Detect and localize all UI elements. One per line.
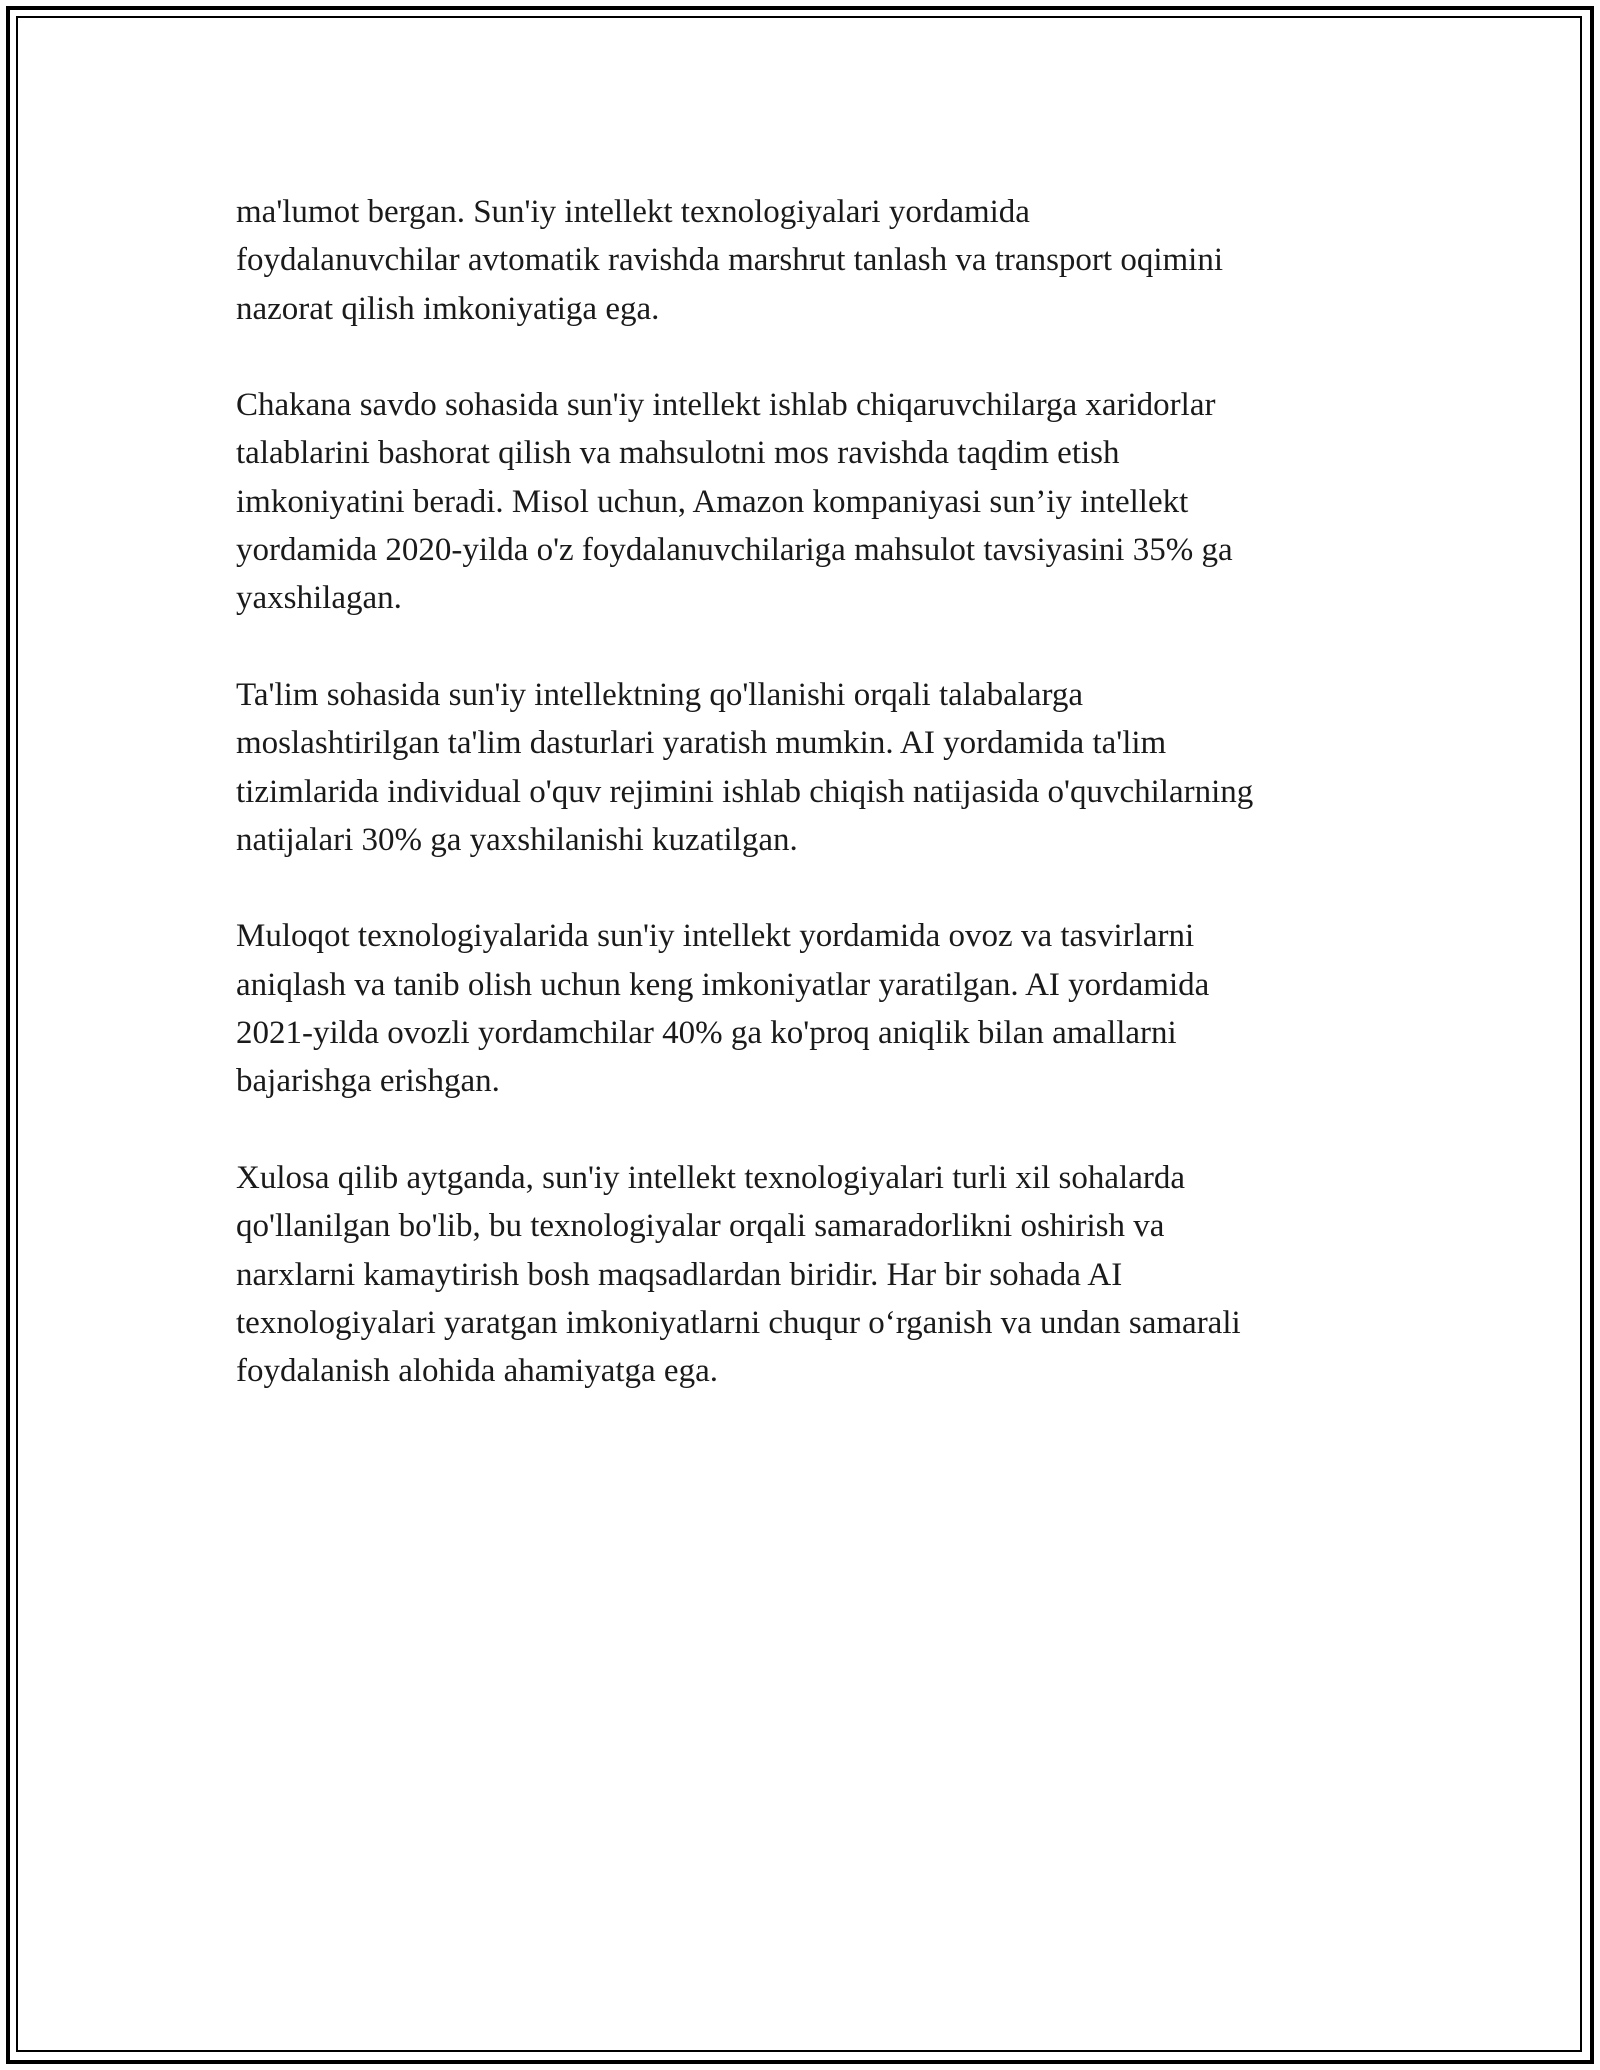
text-line: texnologiyalari yaratgan imkoniyatlarni chuqur o‘rganish va undan samarali — [236, 1304, 1241, 1341]
text-line: bajarishga erishgan. — [236, 1063, 500, 1100]
text-line: yaxshilagan. — [236, 580, 402, 617]
paragraph-retail — [236, 381, 1386, 622]
text-line: Muloqot texnologiyalarida sun'iy intellekt yordamida ovoz va tasvirlarni — [236, 918, 1195, 955]
paragraph-education — [236, 671, 1386, 864]
text-line: foydalanuvchilar avtomatik ravishda marshrut tanlash va transport oqimini — [236, 242, 1223, 279]
text-line: ma'lumot bergan. Sun'iy intellekt texnologiyalari yordamida — [236, 194, 1030, 230]
text-line: Chakana savdo sohasida sun'iy intellekt ishlab chiqaruvchilarga xaridorlar — [236, 387, 1216, 424]
text-line: tizimlarida individual o'quv rejimini ishlab chiqish natijasida o'quvchilarning — [236, 773, 1254, 810]
text-line: 2021-yilda ovozli yordamchilar 40% ga ko'proq aniqlik bilan amallarni — [236, 1015, 1177, 1052]
text-line: talablarini bashorat qilish va mahsulotni mos ravishda taqdim etish — [236, 435, 1120, 472]
text-line: Xulosa qilib aytganda, sun'iy intellekt texnologiyalari turli xil sohalarda — [236, 1159, 1185, 1196]
text-line: narxlarni kamaytirish bosh maqsadlardan biridir. Har bir sohada AI — [236, 1256, 1123, 1293]
document-body — [236, 188, 1386, 1444]
paragraph-conclusion — [236, 1154, 1386, 1395]
text-line: moslashtirilgan ta'lim dasturlari yaratish mumkin. AI yordamida ta'lim — [236, 725, 1167, 762]
text-line: qo'llanilgan bo'lib, bu texnologiyalar orqali samaradorlikni oshirish va — [236, 1208, 1165, 1245]
text-line: nazorat qilish imkoniyatiga ega. — [236, 290, 660, 327]
paragraph-transport — [236, 188, 1386, 333]
text-line: yordamida 2020-yilda o'z foydalanuvchilariga mahsulot tavsiyasini 35% ga — [236, 532, 1233, 569]
paragraph-communication — [236, 912, 1386, 1105]
text-line: Ta'lim sohasida sun'iy intellektning qo'llanishi orqali talabalarga — [236, 676, 1084, 713]
text-line: aniqlash va tanib olish uchun keng imkoniyatlar yaratilgan. AI yordamida — [236, 966, 1210, 1003]
text-line: imkoniyatini beradi. Misol uchun, Amazon kompaniyasi sun’iy intellekt — [236, 483, 1189, 520]
text-line: natijalari 30% ga yaxshilanishi kuzatilgan. — [236, 821, 798, 858]
text-line: foydalanish alohida ahamiyatga ega. — [236, 1353, 718, 1390]
